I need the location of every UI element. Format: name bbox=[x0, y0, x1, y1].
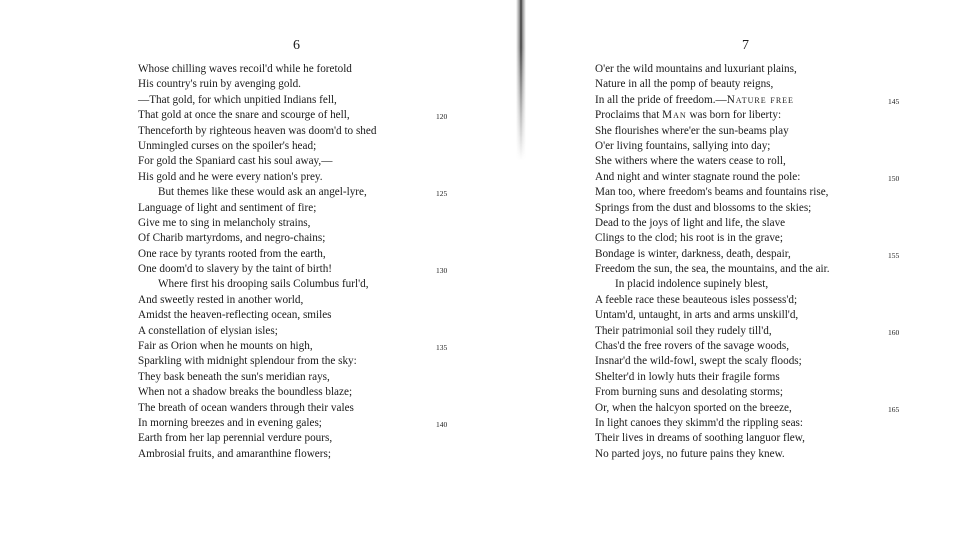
poem-line-main-text: His gold and he were every nation's prey. bbox=[138, 170, 323, 183]
poem-line bbox=[595, 77, 915, 92]
poem-line-text bbox=[138, 385, 352, 400]
poem-line-text bbox=[138, 370, 330, 385]
poem-line-text bbox=[138, 354, 357, 369]
poem-line-main-text: Proclaims that bbox=[595, 109, 663, 122]
poem-line bbox=[138, 324, 458, 339]
poem-line-main-text: When not a shadow breaks the boundless blaze; bbox=[138, 386, 353, 399]
poem-line-text bbox=[595, 108, 781, 123]
poem-line-text bbox=[595, 154, 786, 169]
poem-line-text bbox=[138, 401, 354, 416]
poem-line bbox=[595, 170, 915, 185]
poem-column-left bbox=[138, 62, 458, 462]
poem-line bbox=[138, 139, 458, 154]
line-number: 135 bbox=[436, 343, 448, 353]
poem-line-main-text: Language of light and sentiment of fire; bbox=[138, 201, 317, 214]
poem-line bbox=[138, 447, 458, 462]
page-number-left: 6 bbox=[293, 38, 301, 53]
poem-line-text bbox=[595, 293, 797, 308]
poem-line-main-text: In placid indolence supinely blest, bbox=[615, 278, 769, 291]
poem-line-text bbox=[138, 154, 332, 169]
line-number: 150 bbox=[888, 173, 900, 183]
poem-line-text bbox=[138, 339, 313, 354]
poem-line-text bbox=[595, 370, 780, 385]
poem-line-text bbox=[138, 231, 325, 246]
poem-line bbox=[595, 216, 915, 231]
poem-line bbox=[595, 277, 915, 292]
poem-line-main-text: They bask beneath the sun's meridian rays, bbox=[138, 370, 330, 383]
poem-line bbox=[595, 124, 915, 139]
poem-line bbox=[595, 385, 915, 400]
poem-line bbox=[138, 401, 458, 416]
book-gutter-shadow bbox=[516, 0, 526, 160]
poem-line-text bbox=[595, 385, 783, 400]
poem-line bbox=[595, 339, 915, 354]
poem-line bbox=[138, 154, 458, 169]
line-number: 160 bbox=[888, 327, 900, 337]
poem-line bbox=[138, 308, 458, 323]
poem-line-main-text: Nature in all the pomp of beauty reigns, bbox=[595, 78, 774, 91]
poem-line bbox=[595, 401, 915, 416]
poem-line bbox=[595, 370, 915, 385]
poem-line-text bbox=[595, 277, 768, 292]
poem-line-text bbox=[138, 324, 278, 339]
poem-line-main-text: Earth from her lap perennial verdure pours, bbox=[138, 432, 333, 445]
poem-line-text bbox=[138, 139, 316, 154]
poem-line-main-text: Man too, where freedom's beams and fountains rise, bbox=[595, 186, 829, 199]
page-number-right: 7 bbox=[742, 38, 750, 53]
poem-line-main-text: For gold the Spaniard cast his soul away,— bbox=[138, 155, 333, 168]
poem-line-main-text: Dead to the joys of light and life, the slave bbox=[595, 216, 786, 229]
line-number: 140 bbox=[436, 419, 448, 429]
poem-line-text bbox=[138, 431, 332, 446]
poem-line-small-caps: Man bbox=[662, 109, 687, 122]
poem-line-main-text: His country's ruin by avenging gold. bbox=[138, 78, 301, 91]
poem-line bbox=[138, 170, 458, 185]
poem-line bbox=[595, 185, 915, 200]
poem-line-main-text: O'er the wild mountains and luxuriant plains, bbox=[595, 63, 797, 75]
poem-line-text bbox=[138, 108, 350, 123]
poem-line-trailing-text: was born for liberty: bbox=[686, 109, 782, 122]
poem-line-main-text: Their lives in dreams of soothing languor flew, bbox=[595, 432, 805, 445]
poem-line-main-text: But themes like these would ask an angel-lyre, bbox=[158, 186, 367, 199]
poem-line-text bbox=[595, 124, 789, 139]
poem-line-main-text: Where first his drooping sails Columbus furl'd, bbox=[158, 278, 369, 291]
poem-line bbox=[595, 247, 915, 262]
poem-line-text bbox=[138, 416, 322, 431]
poem-line bbox=[138, 262, 458, 277]
poem-line-text bbox=[138, 293, 303, 308]
poem-line bbox=[595, 93, 915, 108]
poem-line-main-text: And night and winter stagnate round the pole: bbox=[595, 170, 801, 183]
poem-line-main-text: —That gold, for which unpitied Indians fell, bbox=[138, 93, 337, 106]
poem-line-main-text: Give me to sing in melancholy strains, bbox=[138, 216, 311, 229]
poem-line-main-text: In all the pride of freedom.— bbox=[595, 93, 727, 106]
poem-line-main-text: Fair as Orion when he mounts on high, bbox=[138, 340, 313, 353]
poem-line-text bbox=[138, 247, 326, 262]
poem-line bbox=[595, 447, 915, 462]
poem-line bbox=[138, 93, 458, 108]
poem-line-text bbox=[595, 262, 830, 277]
poem-line bbox=[595, 62, 915, 77]
poem-line-text bbox=[138, 124, 376, 139]
poem-line-text bbox=[138, 185, 367, 200]
poem-line-text bbox=[595, 401, 792, 416]
poem-line bbox=[595, 154, 915, 169]
poem-line bbox=[138, 185, 458, 200]
poem-line-text bbox=[138, 262, 332, 277]
poem-line-main-text: Amidst the heaven-reflecting ocean, smiles bbox=[138, 309, 332, 322]
poem-line-text bbox=[595, 139, 770, 154]
poem-line-text bbox=[595, 201, 811, 216]
poem-line-main-text: Untam'd, untaught, in arts and arms unskill'd, bbox=[595, 309, 799, 322]
poem-line-text bbox=[138, 201, 316, 216]
poem-line-text bbox=[595, 247, 791, 262]
poem-line-text bbox=[595, 77, 773, 92]
poem-line bbox=[138, 62, 458, 77]
poem-line bbox=[595, 231, 915, 246]
poem-line-main-text: Springs from the dust and blossoms to the skies; bbox=[595, 201, 812, 214]
poem-line-text bbox=[595, 431, 805, 446]
poem-line-main-text: And sweetly rested in another world, bbox=[138, 293, 304, 306]
poem-line-main-text: Thenceforth by righteous heaven was doom'd to shed bbox=[138, 124, 377, 137]
poem-line bbox=[595, 354, 915, 369]
poem-line-main-text: No parted joys, no future pains they knew. bbox=[595, 447, 785, 460]
poem-line-main-text: Bondage is winter, darkness, death, despair, bbox=[595, 247, 791, 260]
poem-line-text bbox=[595, 324, 772, 339]
poem-line bbox=[595, 262, 915, 277]
poem-line bbox=[138, 416, 458, 431]
poem-line bbox=[138, 247, 458, 262]
poem-column-right bbox=[595, 62, 915, 462]
poem-line-text bbox=[595, 416, 803, 431]
poem-line-text bbox=[595, 308, 798, 323]
poem-line bbox=[138, 370, 458, 385]
line-number: 125 bbox=[436, 189, 448, 199]
poem-line-text bbox=[595, 185, 828, 200]
poem-line-main-text: Sparkling with midnight splendour from the sky: bbox=[138, 355, 357, 368]
poem-line-main-text: Of Charib martyrdoms, and negro-chains; bbox=[138, 232, 326, 245]
poem-line bbox=[595, 293, 915, 308]
poem-line bbox=[138, 354, 458, 369]
poem-line-text bbox=[138, 308, 332, 323]
line-number: 155 bbox=[888, 250, 900, 260]
poem-line-small-caps: Nature free bbox=[726, 93, 794, 106]
poem-line-text bbox=[595, 339, 789, 354]
poem-line-main-text: Insnar'd the wild-fowl, swept the scaly floods; bbox=[595, 355, 802, 368]
poem-line-text bbox=[595, 447, 785, 462]
poem-line bbox=[138, 277, 458, 292]
poem-line-text bbox=[138, 170, 323, 185]
line-number: 130 bbox=[436, 266, 448, 276]
poem-line bbox=[138, 339, 458, 354]
poem-line-main-text: The breath of ocean wanders through their vales bbox=[138, 401, 354, 414]
poem-line-main-text: In light canoes they skimm'd the rippling seas: bbox=[595, 416, 804, 429]
poem-line-text bbox=[595, 216, 785, 231]
poem-line-main-text: From burning suns and desolating storms; bbox=[595, 386, 784, 399]
poem-line-text bbox=[138, 93, 337, 108]
poem-line-text bbox=[138, 77, 301, 92]
poem-line-text bbox=[595, 354, 802, 369]
poem-line bbox=[138, 385, 458, 400]
poem-line-main-text: Ambrosial fruits, and amaranthine flowers; bbox=[138, 447, 331, 460]
poem-line-text bbox=[138, 447, 331, 462]
poem-line-text bbox=[595, 170, 800, 185]
poem-line-text bbox=[595, 62, 797, 77]
poem-line bbox=[595, 108, 915, 123]
poem-line bbox=[138, 201, 458, 216]
poem-line bbox=[138, 231, 458, 246]
poem-line bbox=[138, 108, 458, 123]
poem-line bbox=[595, 201, 915, 216]
poem-line bbox=[138, 77, 458, 92]
poem-line bbox=[595, 416, 915, 431]
poem-line-main-text: She withers where the waters cease to roll, bbox=[595, 155, 786, 168]
poem-line-main-text: She flourishes where'er the sun-beams play bbox=[595, 124, 789, 137]
poem-line-text bbox=[138, 216, 310, 231]
poem-line-main-text: Freedom the sun, the sea, the mountains, and the air. bbox=[595, 263, 830, 276]
poem-line-text bbox=[138, 62, 352, 77]
poem-line-main-text: A constellation of elysian isles; bbox=[138, 324, 278, 337]
poem-line-text bbox=[595, 93, 794, 108]
poem-line-main-text: Or, when the halcyon sported on the breeze, bbox=[595, 401, 792, 414]
poem-line bbox=[138, 124, 458, 139]
line-number: 145 bbox=[888, 96, 900, 106]
poem-line-main-text: O'er living fountains, sallying into day; bbox=[595, 139, 771, 152]
line-number: 165 bbox=[888, 404, 900, 414]
poem-line bbox=[138, 431, 458, 446]
poem-line-main-text: A feeble race these beauteous isles possess'd; bbox=[595, 293, 798, 306]
poem-line-main-text: One doom'd to slavery by the taint of birth! bbox=[138, 263, 333, 276]
poem-line-text bbox=[595, 231, 783, 246]
poem-line bbox=[595, 431, 915, 446]
poem-line bbox=[595, 324, 915, 339]
poem-line-main-text: Unmingled curses on the spoiler's head; bbox=[138, 139, 317, 152]
poem-line-main-text: That gold at once the snare and scourge of hell, bbox=[138, 109, 350, 122]
poem-line bbox=[595, 139, 915, 154]
poem-line-main-text: Clings to the clod; his root is in the grave; bbox=[595, 232, 783, 245]
poem-line-main-text: Shelter'd in lowly huts their fragile forms bbox=[595, 370, 780, 383]
poem-line-text bbox=[138, 277, 369, 292]
poem-line-main-text: Whose chilling waves recoil'd while he foretold bbox=[138, 63, 352, 75]
poem-line bbox=[595, 308, 915, 323]
poem-line-main-text: Their patrimonial soil they rudely till'd, bbox=[595, 324, 772, 337]
poem-line-main-text: Chas'd the free rovers of the savage woods, bbox=[595, 340, 790, 353]
poem-line bbox=[138, 216, 458, 231]
line-number: 120 bbox=[436, 112, 448, 122]
poem-line bbox=[138, 293, 458, 308]
poem-line-main-text: One race by tyrants rooted from the earth, bbox=[138, 247, 326, 260]
poem-line-main-text: In morning breezes and in evening gales; bbox=[138, 416, 322, 429]
